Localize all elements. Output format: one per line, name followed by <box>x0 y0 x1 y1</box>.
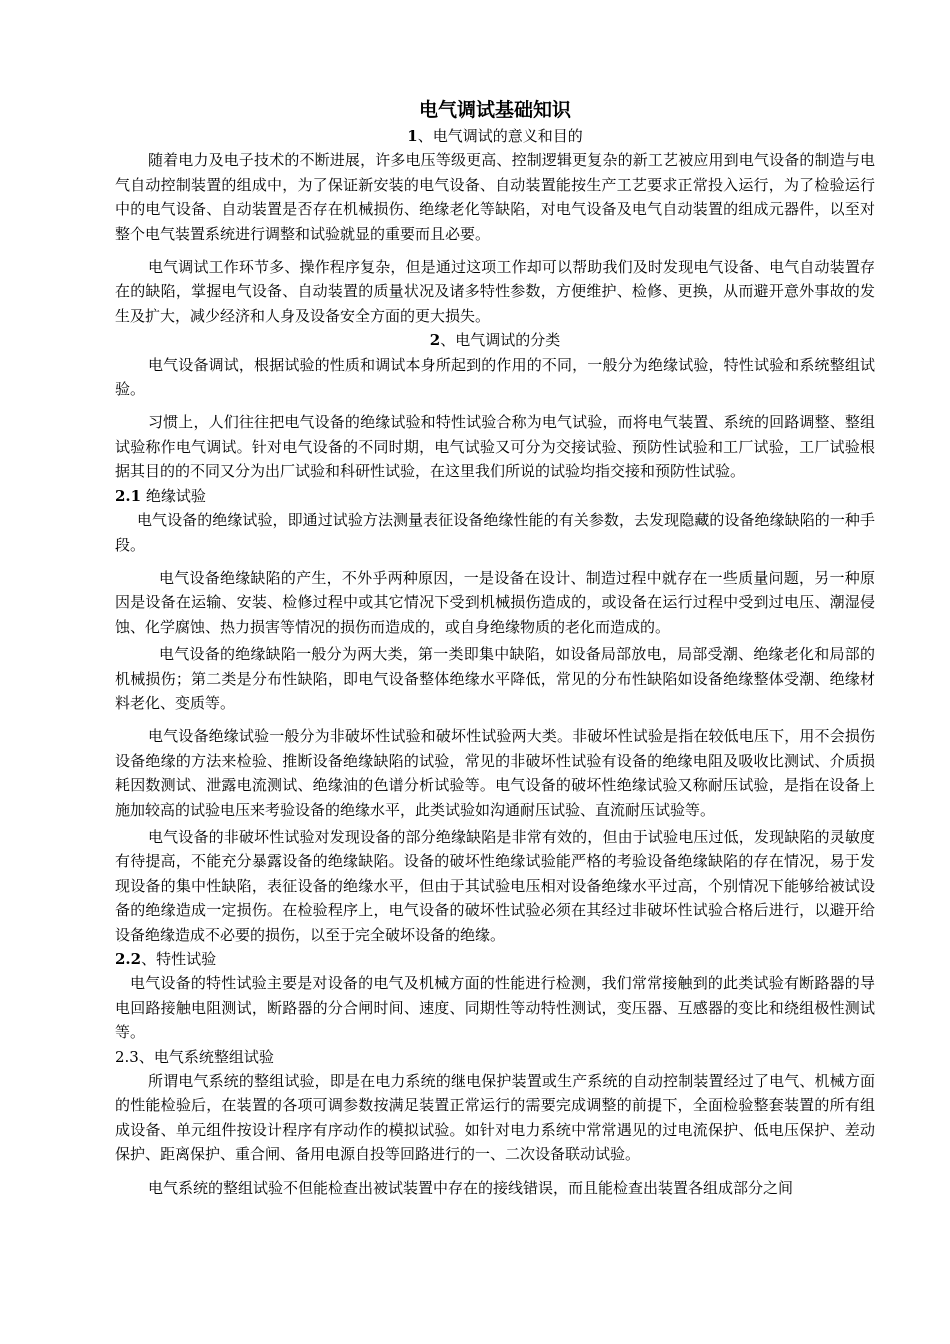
section-2-heading <box>115 328 875 352</box>
section-2-title: 、电气调试的分类 <box>440 331 561 350</box>
section-2-1-title: 绝缘试验 <box>141 486 206 505</box>
paragraph: 习惯上，人们往往把电气设备的绝缘试验和特性试验合称为电气试验，而将电气装置、系统的回路调整、整组试验称作电气调试。针对电气设备的不同时期，电气试验又可分为交接试验、预防性试验和工厂试验，工厂试验根据其目的的不同又分为出厂试验和科研性试验，在这里我们所说的试验均指交接和预防性试验。 <box>115 413 875 481</box>
paragraph: 电气设备的特性试验主要是对设备的电气及机械方面的性能进行检测，我们常常接触到的此类试验有断路器的导电回路接触电阻测试，断路器的分合闸时间、速度、同期性等动特性测试，变压器、互感器的变比和绕组极性测试等。 <box>115 974 875 1042</box>
section-1-heading <box>115 124 875 148</box>
document-title: 电气调试基础知识 <box>418 99 571 121</box>
section-1-title: 、电气调试的意义和目的 <box>417 127 583 145</box>
section-2-1-heading <box>115 484 875 508</box>
section-2-2-title: 、特性试验 <box>141 950 217 968</box>
section-2-3-heading: 2.3、电气系统整组试验 <box>115 1047 274 1066</box>
section-2-1-number: 2.1 <box>115 486 142 505</box>
document-page <box>115 96 875 1200</box>
paragraph: 电气系统的整组试验不但能检查出被试装置中存在的接线错误，而且能检查出装置各组成部分之间 <box>148 1178 794 1197</box>
paragraph: 电气调试工作环节多、操作程序复杂，但是通过这项工作却可以帮助我们及时发现电气设备、电气自动装置存在的缺陷，掌握电气设备、自动装置的质量状况及诸多特性参数，方便维护、检修、更换，从而避开意外事故的发生及扩大，减少经济和人身及设备安全方面的更大损失。 <box>115 258 875 325</box>
paragraph: 电气设备的非破坏性试验对发现设备的部分绝缘缺陷是非常有效的，但由于试验电压过低，发现缺陷的灵敏度有待提高，不能充分暴露设备的绝缘缺陷。设备的破坏性绝缘试验能严格的考验设备绝缘缺陷的存在情况，易于发现设备的集中性缺陷，表征设备的绝缘水平，但由于其试验电压相对设备绝缘水平过高，个别情况下能够给被试设备的绝缘造成一定损伤。在检验程序上，电气设备的破坏性试验必须在其经过非破坏性试验合格后进行，以避开给设备绝缘造成不必要的损伤，以至于完全破坏设备的绝缘。 <box>115 827 875 944</box>
paragraph: 电气设备调试，根据试验的性质和调试本身所起到的作用的不同，一般分为绝缘试验，特性试验和系统整组试验。 <box>115 355 875 399</box>
paragraph: 电气设备的绝缘试验，即通过试验方法测量表征设备绝缘性能的有关参数，去发现隐藏的设备绝缘缺陷的一种手段。 <box>115 511 875 554</box>
section-2-2-heading <box>115 947 875 971</box>
paragraph: 电气设备的绝缘缺陷一般分为两大类，第一类即集中缺陷，如设备局部放电，局部受潮、绝缘老化和局部的机械损伤；第二类是分布性缺陷，即电气设备整体绝缘水平降低，常见的分布性缺陷如设备绝缘整体受潮、绝缘材料老化、变质等。 <box>115 645 875 712</box>
paragraph: 所谓电气系统的整组试验，即是在电力系统的继电保护装置或生产系统的自动控制装置经过了电气、机械方面的性能检验后，在装置的各项可调参数按满足装置正常运行的需要完成调整的前提下，全面检验整套装置的所有组成设备、单元组件按设计程序有序动作的模拟试验。如针对电力系统中常常遇见的过电流保护、低电压保护、差动保护、距离保护、重合闸、备用电源自投等回路进行的一、二次设备联动试验。 <box>115 1072 875 1164</box>
paragraph: 电气设备绝缘缺陷的产生，不外乎两种原因，一是设备在设计、制造过程中就存在一些质量问题，另一种原因是设备在运输、安装、检修过程中或其它情况下受到机械损伤造成的，或设备在运行过程中受到过电压、潮湿侵蚀、化学腐蚀、热力损害等情况的损伤而造成的，或自身绝缘物质的老化而造成的。 <box>115 568 875 636</box>
paragraph: 电气设备绝缘试验一般分为非破坏性试验和破坏性试验两大类。非破坏性试验是指在较低电压下，用不会损伤设备绝缘的方法来检验、推断设备绝缘缺陷的试验，常见的非破坏性试验有设备的绝缘电阻及吸收比测试、介质损耗因数测试、泄露电流测试、绝缘油的色谱分析试验等。电气设备的破坏性绝缘试验又称耐压试验，是指在设备上施加较高的试验电压来考验设备的绝缘水平，此类试验如沟通耐压试验、直流耐压试验等。 <box>115 727 875 819</box>
section-2-number: 2 <box>429 331 441 350</box>
section-2-2-number: 2.2 <box>115 950 142 968</box>
paragraph: 随着电力及电子技术的不断进展，许多电压等级更高、控制逻辑更复杂的新工艺被应用到电气设备的制造与电气自动控制装置的组成中，为了保证新安装的电气设备、自动装置能按生产工艺要求正常投入运行，为了检验运行中的电气设备、自动装置是否存在机械损伤、绝缘老化等缺陷，对电气设备及电气自动装置的组成元器件，以至对整个电气装置系统进行调整和试验就显的重要而且必要。 <box>115 151 875 243</box>
section-1-number: 1 <box>407 127 418 145</box>
